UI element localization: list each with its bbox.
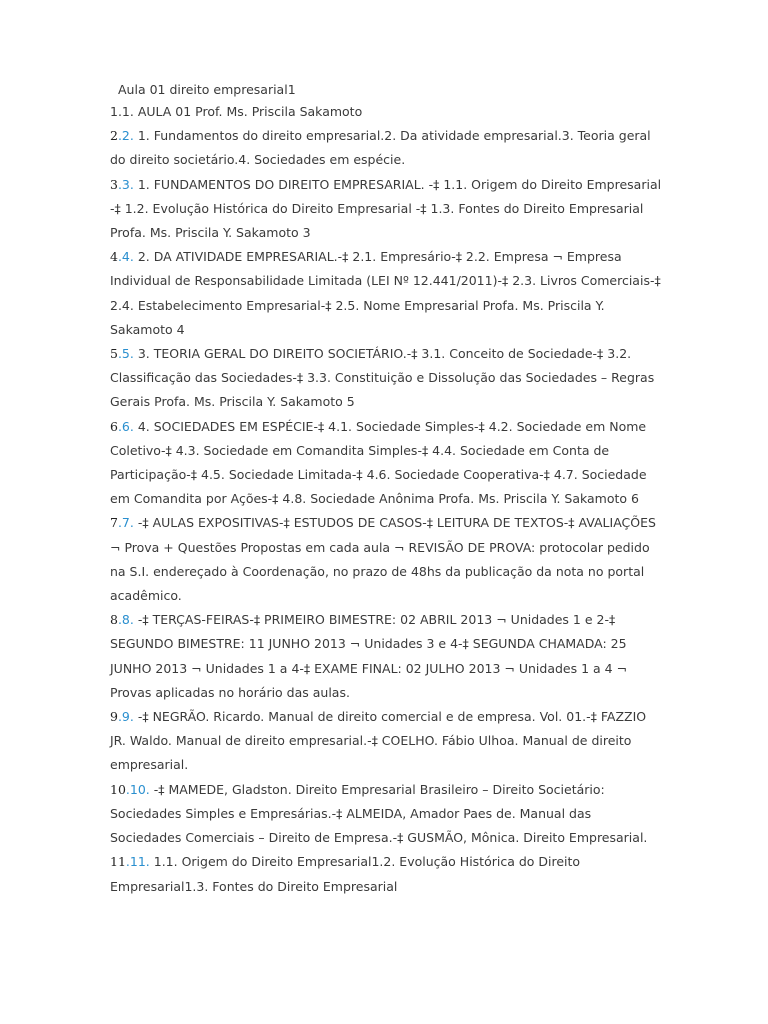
- entry-link[interactable]: .11.: [125, 854, 150, 870]
- entry-link[interactable]: .3.: [117, 176, 134, 192]
- entry-link[interactable]: .4.: [117, 249, 134, 265]
- entry-10: [110, 778, 662, 851]
- entry-text: 2. DA ATIVIDADE EMPRESARIAL.‐‡ 2.1. Empresário‐‡ 2.2. Empresa ¬ Empresa Individual de Responsabilidade Limitada (LEI Nº 12.441/2011)‐‡ 2.3. Livros Comerciais‐‡ 2.4. Estabelecimento Empresarial‐‡ 2.5. Nome Empresarial Profa. Ms. Priscila Y. Sakamoto 4: [110, 249, 661, 337]
- entry-number: 5: [110, 346, 118, 362]
- entry-number: 6: [110, 418, 118, 434]
- entry-number: 4: [110, 249, 118, 265]
- entry-2: [110, 124, 662, 172]
- entry-number: 9: [110, 709, 118, 725]
- entry-link[interactable]: .2.: [117, 128, 134, 144]
- entry-number: 8: [110, 612, 118, 628]
- entry-8: [110, 608, 662, 705]
- entry-5: [110, 342, 662, 415]
- entry-text: 3. TEORIA GERAL DO DIREITO SOCIETÁRIO.‐‡ 3.1. Conceito de Sociedade‐‡ 3.2. Classificação das Sociedades‐‡ 3.3. Constituição e Dissolução das Sociedades – Regras Gerais Profa. Ms. Priscila Y. Sakamoto 5: [110, 346, 655, 410]
- entry-link[interactable]: .8.: [117, 612, 134, 628]
- document-body: [110, 80, 662, 899]
- document-title: Aula 01 direito empresarial1: [118, 82, 296, 97]
- entry-3: [110, 173, 662, 246]
- entry-text: ‐‡ AULAS EXPOSITIVAS‐‡ ESTUDOS DE CASOS‐‡ LEITURA DE TEXTOS‐‡ AVALIAÇÕES ¬ Prova + Questões Propostas em cada aula ¬ REVISÃO DE PROVA: protocolar pedido na S.I. endereçado à Coordenação, no prazo de 48hs da publicação da nota no portal acadêmico.: [110, 515, 656, 604]
- entry-text: 1. Fundamentos do direito empresarial.2. Da atividade empresarial.3. Teoria geral do direito societário.4. Sociedades em espécie.: [110, 128, 651, 168]
- entry-number: 11: [110, 854, 126, 870]
- entry-text: 1. FUNDAMENTOS DO DIREITO EMPRESARIAL. ‐‡ 1.1. Origem do Direito Empresarial ‐‡ 1.2. Evolução Histórica do Direito Empresarial ‐‡ 1.3. Fontes do Direito Empresarial Profa. Ms. Priscila Y. Sakamoto 3: [110, 176, 662, 241]
- entry-1: [110, 100, 662, 124]
- entry-number: 10: [110, 781, 126, 797]
- entry-text: 1.1. AULA 01 Prof. Ms. Priscila Sakamoto: [110, 104, 363, 119]
- entry-text: 1.1. Origem do Direito Empresarial1.2. Evolução Histórica do Direito Empresarial1.3. Fontes do Direito Empresarial: [110, 854, 581, 894]
- entry-11: [110, 850, 662, 898]
- entry-4: [110, 245, 662, 342]
- entry-6: [110, 415, 662, 512]
- entry-link[interactable]: .9.: [117, 709, 134, 725]
- entry-number: 2: [110, 128, 118, 144]
- entry-number: 7: [110, 515, 118, 531]
- entry-text: ‐‡ TERÇAS-FEIRAS‐‡ PRIMEIRO BIMESTRE: 02 ABRIL 2013 ¬ Unidades 1 e 2‐‡ SEGUNDO BIMESTRE: 11 JUNHO 2013 ¬ Unidades 3 e 4‐‡ SEGUNDA CHAMADA: 25 JUNHO 2013 ¬ Unidades 1 a 4‐‡ EXAME FINAL: 02 JULHO 2013 ¬ Unidades 1 a 4 ¬ Provas aplicadas no horário das aulas.: [110, 612, 628, 700]
- entry-text: ‐‡ NEGRÃO. Ricardo. Manual de direito comercial e de empresa. Vol. 01.‐‡ FAZZIO JR. Waldo. Manual de direito empresarial.‐‡ COELHO. Fábio Ulhoa. Manual de direito empresarial.: [110, 709, 647, 773]
- entry-7: [110, 511, 662, 608]
- entry-link[interactable]: .5.: [117, 346, 134, 362]
- entry-9: [110, 705, 662, 778]
- entry-text: 4. SOCIEDADES EM ESPÉCIE‐‡ 4.1. Sociedade Simples‐‡ 4.2. Sociedade em Nome Coletivo‐‡ 4.3. Sociedade em Comandita Simples‐‡ 4.4. Sociedade em Conta de Participação‐‡ 4.5. Sociedade Limitada‐‡ 4.6. Sociedade Cooperativa‐‡ 4.7. Sociedade em Comandita por Ações‐‡ 4.8. Sociedade Anônima Profa. Ms. Priscila Y. Sakamoto 6: [110, 418, 647, 507]
- entry-link[interactable]: .6.: [117, 418, 134, 434]
- entry-text: ‐‡ MAMEDE, Gladston. Direito Empresarial Brasileiro – Direito Societário: Sociedades Simples e Empresárias.‐‡ ALMEIDA, Amador Paes de. Manual das Sociedades Comerciais – Direito de Empresa.‐‡ GUSMÃO, Mônica. Direito Empresarial.: [110, 781, 648, 846]
- entry-number: 3: [110, 176, 118, 192]
- entry-link[interactable]: .7.: [117, 515, 134, 531]
- entry-link[interactable]: .10.: [125, 781, 150, 797]
